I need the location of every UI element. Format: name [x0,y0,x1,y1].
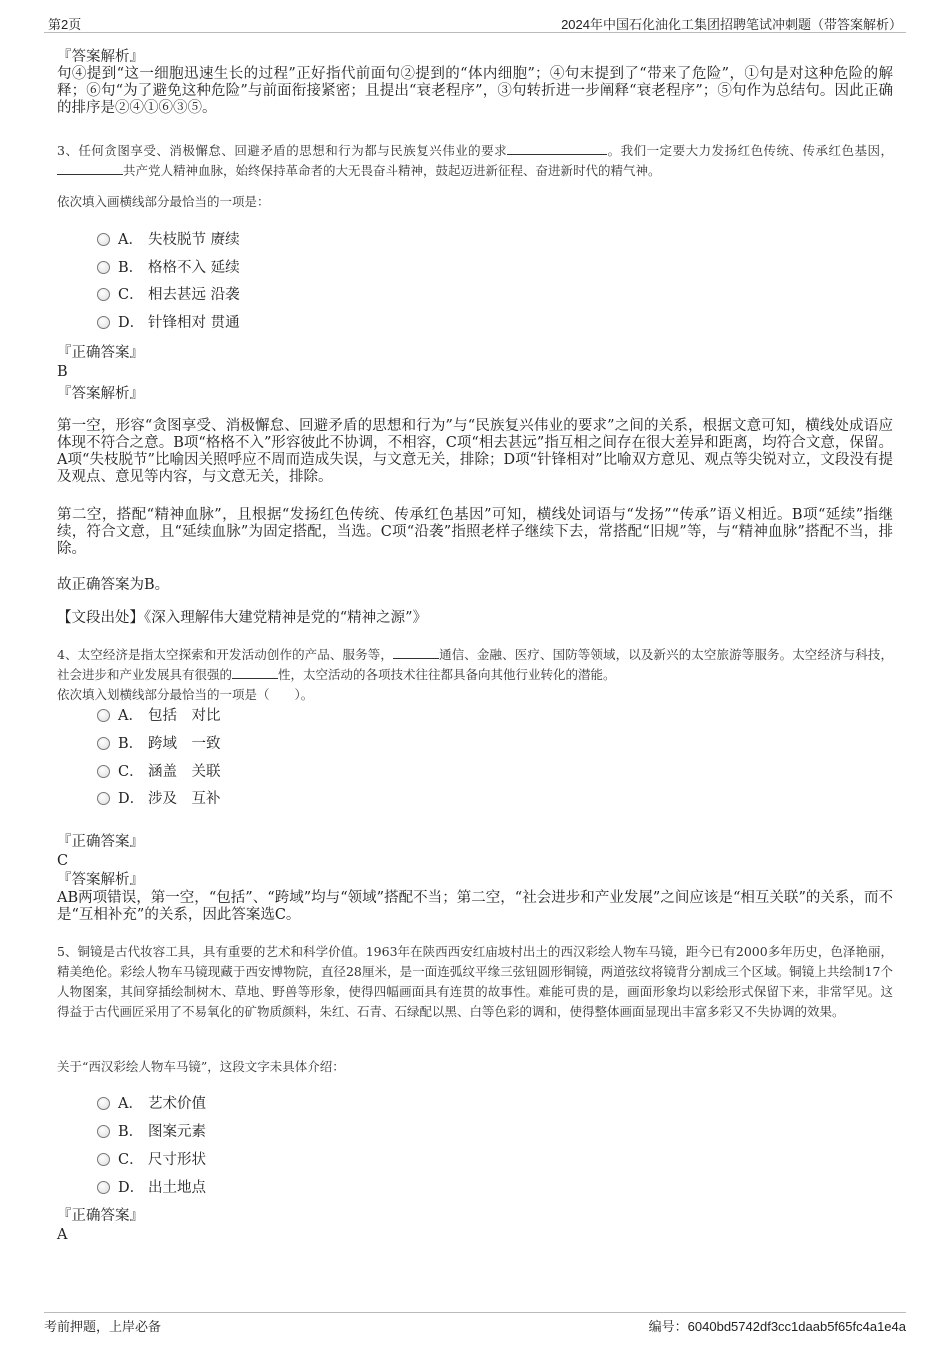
q5-option-a[interactable] [97,1094,206,1114]
document-title: 2024年中国石化油化工集团招聘笔试冲刺题（带答案解析） [561,17,902,32]
option-text: 格格不入 延续 [148,260,240,276]
option-text: 跨域 一致 [148,736,221,752]
option-key: D． [118,1180,145,1196]
option-key: C． [118,764,144,780]
q3-conclusion-block [57,577,893,594]
option-text: 艺术价值 [148,1096,206,1112]
q3-conclusion: 故正确答案为B。 [57,577,170,593]
q3-blank-1 [507,142,607,155]
q5-prompt-block [57,1057,893,1077]
q4-stem-c: 性，太空活动的各项技术往往都具备向其他行业转化的潜能。 [278,667,616,682]
q5-prompt: 关于“西汉彩绘人物车马镜”，这段文字未具体介绍： [57,1059,345,1074]
q2-analysis-text: 句④提到“这一细胞迅速生长的过程”正好指代前面句②提到的“体内细胞”；④句末提到了“带来了危险”，①句是对这种危险的解释；⑥句“为了避免这种危险”与前面衔接紧密；且提出“衰老程序”，③句转折进一步阐释“衰老程序”；⑤句作为总结句。因此正确的排序是②④①⑥③⑤。 [57,66,893,116]
q4-answer-value: C [57,853,69,869]
q3-option-d[interactable] [97,313,240,333]
page-number: 第2页 [48,17,82,32]
q3-analysis-label: 『答案解析』 [57,386,144,402]
q3-prompt-block [57,192,893,212]
option-text: 失枝脱节 赓续 [148,232,240,248]
radio-icon[interactable] [97,233,110,246]
radio-icon[interactable] [97,261,110,274]
q5-option-d[interactable] [97,1178,206,1198]
radio-icon[interactable] [97,1181,110,1194]
option-key: C． [118,287,144,303]
q3-option-a[interactable] [97,230,240,250]
option-text: 涉及 互补 [148,791,221,807]
q4-analysis-label: 『答案解析』 [57,872,144,888]
q3-source-block [57,610,893,627]
q3-stem [57,141,893,181]
q3-source: 【文段出处】《深入理解伟大建党精神是党的“精神之源”》 [57,610,428,626]
radio-icon[interactable] [97,709,110,722]
q5-stem-block [57,942,893,1022]
option-key: A． [118,232,143,248]
radio-icon[interactable] [97,765,110,778]
option-key: B． [118,260,144,276]
option-key: D． [118,791,145,807]
option-key: C． [118,1152,144,1168]
q4-blank-2 [232,666,278,679]
radio-icon[interactable] [97,1125,110,1138]
document-serial: 编号：6040bd5742df3cc1daab5f65fc4a1e4a [648,1319,906,1334]
q4-answer-block [57,833,893,924]
q5-answer-label: 『正确答案』 [57,1208,144,1224]
page-footer [44,1312,906,1335]
page-header [44,12,906,33]
q4-option-c[interactable] [97,762,221,782]
q3-option-c[interactable] [97,285,240,305]
q3-stem-a: 3、任何贪图享受、消极懈怠、回避矛盾的思想和行为都与民族复兴伟业的要求 [57,143,508,158]
option-key: B． [118,1124,144,1140]
q3-answer-block [57,344,893,404]
q5-stem: 5、铜镜是古代妆容工具，具有重要的艺术和科学价值。1963年在陕西西安红庙坡村出土的西汉彩绘人物车马镜，距今已有2000多年历史，色泽艳丽，精美绝伦。彩绘人物车马镜现藏于西安博物院，直径28厘米，是一面连弧纹平缘三弦钮圆形铜镜，两道弦纹将镜背分割成三个区域。铜镜上共绘制17个人物图案，其间穿插绘制树木、草地、野兽等形象，使得四幅画面具有连贯的故事性。难能可贵的是，画面形象均以彩绘形式保留下来，非常罕见。这得益于古代画匠采用了不易氧化的矿物质颜料，朱红、石青、石绿配以黑、白等色彩的调和，使得整体画面显现出丰富多彩又不失协调的效果。 [57,944,893,1019]
option-text: 涵盖 关联 [148,764,221,780]
q4-option-d[interactable] [97,789,221,809]
q2-analysis-block [57,66,893,117]
q3-stem-c: 共产党人精神血脉，始终保持革命者的大无畏奋斗精神，鼓起迈进新征程、奋进新时代的精气神。 [123,163,661,178]
q2-analysis-label: 『答案解析』 [57,49,144,65]
q4-stem-b: 通信、金融、医疗、国防等领域，以及新兴的太空旅游等服务。太空经济与科技，社会进步和产业发展具有很强的 [57,647,893,682]
q5-answer-block [57,1207,893,1245]
q3-stem-b: 。我们一定要大力发扬红色传统、传承红色基因， [607,143,893,158]
q4-analysis-text: AB两项错误，第一空，“包括”、“跨域”均与“领域”搭配不当；第二空，“社会进步和产业发展”之间应该是“相互关联”的关系，而不是“互相补充”的关系，因此答案选C。 [57,890,893,923]
q3-option-b[interactable] [97,258,240,278]
option-key: B． [118,736,144,752]
q4-prompt: 依次填入划横线部分最恰当的一项是（ ）。 [57,687,314,702]
q4-stem-a: 4、太空经济是指太空探索和开发活动创作的产品、服务等， [57,647,393,662]
q3-answer-value: B [57,364,68,380]
radio-icon[interactable] [97,288,110,301]
q3-analysis-p2: 第二空，搭配“精神血脉”，且根据“发扬红色传统、传承红色基因”可知，横线处词语与“发扬”“传承”语义相近。B项“延续”指继续，符合文意，且“延续血脉”为固定搭配，当选。C项“沿袭”指照老样子继续下去，常搭配“旧规”等，与“精神血脉”搭配不当，排除。 [57,507,893,557]
option-text: 图案元素 [148,1124,206,1140]
option-text: 包括 对比 [148,708,221,724]
q4-option-b[interactable] [97,734,221,754]
q5-answer-value: A [57,1227,68,1243]
q4-stem-block [57,645,893,705]
q3-analysis-p1-block [57,418,893,486]
q2-analysis-label-block [57,48,893,67]
q5-option-b[interactable] [97,1122,206,1142]
q3-stem-block [57,141,893,181]
radio-icon[interactable] [97,792,110,805]
radio-icon[interactable] [97,737,110,750]
option-text: 出土地点 [148,1180,206,1196]
option-key: A． [118,1096,143,1112]
q3-analysis-p1: 第一空，形容“贪图享受、消极懈怠、回避矛盾的思想和行为”与“民族复兴伟业的要求”之间的关系，根据文意可知，横线处成语应体现不符合之意。B项“格格不入”形容彼此不协调，不相容，C项“相去甚远”指互相之间存在很大差异和距离，均符合文意，保留。A项“失枝脱节”比喻因关照呼应不周而造成失误，与文意无关，排除；D项“针锋相对”比喻双方意见、观点等尖锐对立，文段没有提及观点、意见等内容，与文意无关，排除。 [57,418,893,485]
option-key: D． [118,315,145,331]
q3-blank-2 [57,162,123,175]
q4-answer-label: 『正确答案』 [57,834,144,850]
radio-icon[interactable] [97,1097,110,1110]
q3-prompt: 依次填入画横线部分最恰当的一项是： [57,194,270,209]
option-text: 针锋相对 贯通 [148,315,240,331]
q3-answer-label: 『正确答案』 [57,345,144,361]
option-text: 相去甚远 沿袭 [148,287,240,303]
q3-analysis-p2-block [57,507,893,558]
option-text: 尺寸形状 [148,1152,206,1168]
q4-blank-1 [393,646,439,659]
footer-slogan: 考前押题，上岸必备 [44,1319,162,1334]
option-key: A． [118,708,143,724]
radio-icon[interactable] [97,1153,110,1166]
q5-option-c[interactable] [97,1150,206,1170]
radio-icon[interactable] [97,316,110,329]
q4-stem [57,645,893,685]
q4-option-a[interactable] [97,706,221,726]
